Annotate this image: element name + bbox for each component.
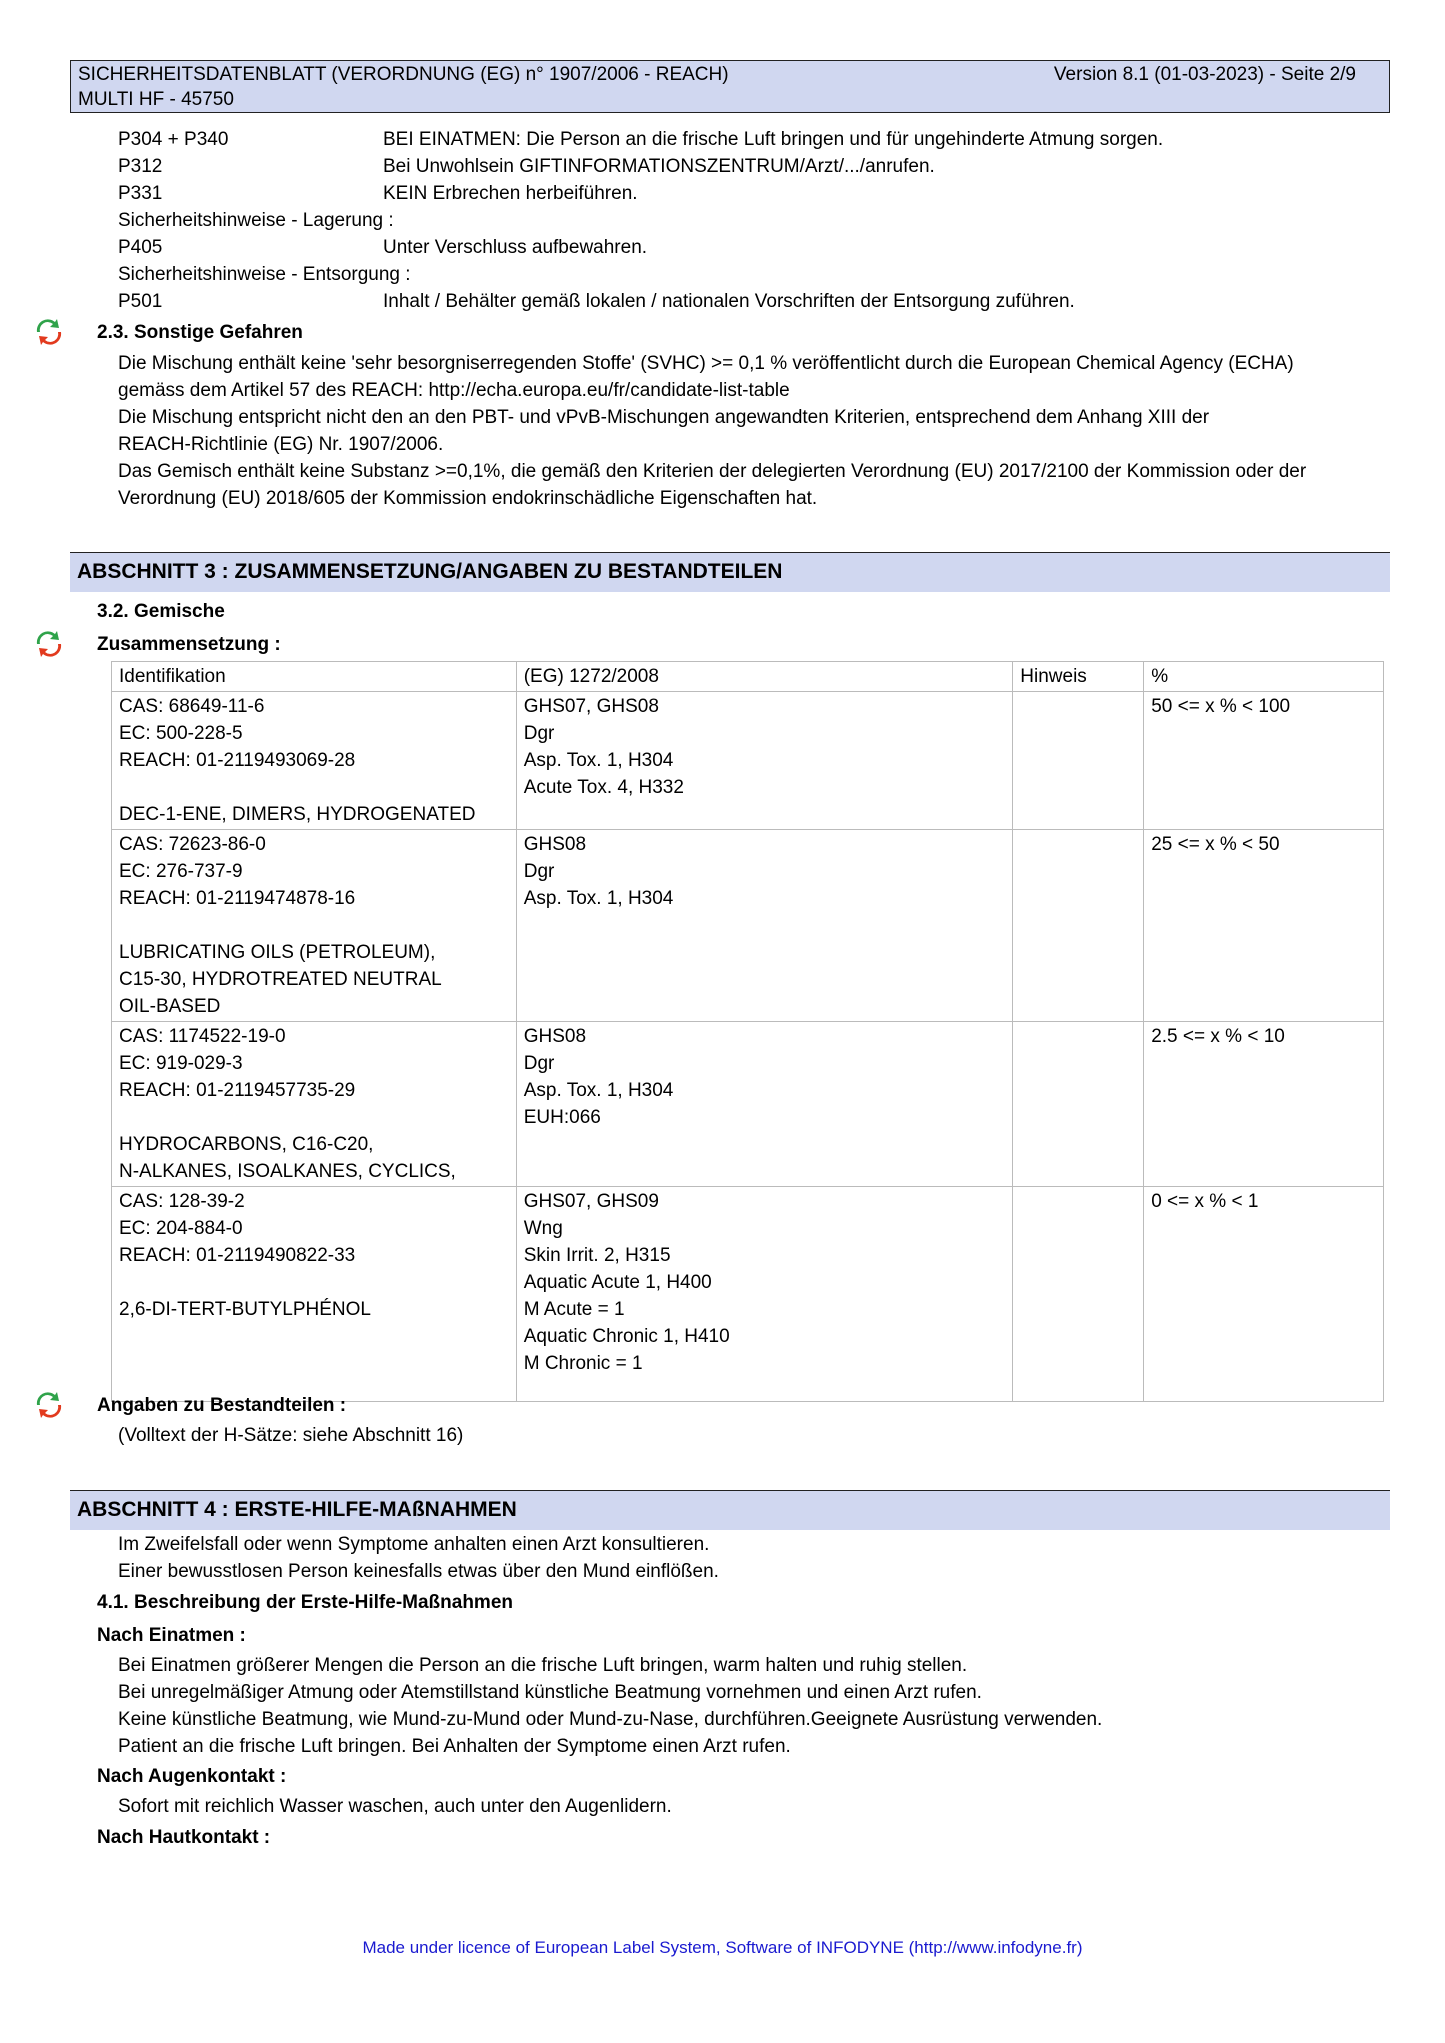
percentage-cell: 50 <= x % < 100 [1144,692,1384,830]
identification-cell-line: DEC-1-ENE, DIMERS, HYDROGENATED [119,804,476,825]
identification-cell [112,1187,517,1402]
other-hazards-line: Verordnung (EU) 2018/605 der Kommission endokrinschädliche Eigenschaften hat. [118,488,818,509]
ingredients-text: (Volltext der H-Sätze: siehe Abschnitt 16) [118,1425,464,1446]
identification-cell-line: REACH: 01-2119490822-33 [119,1245,356,1266]
inhalation-line: Keine künstliche Beatmung, wie Mund-zu-Mund oder Mund-zu-Nase, durchführen.Geeignete Ausrüstung verwenden. [118,1709,1103,1730]
classification-cell [516,1187,1013,1402]
classification-cell [516,692,1013,830]
identification-cell-line: REACH: 01-2119457735-29 [119,1080,356,1101]
classification-cell [516,1022,1013,1187]
percentage-cell: 2.5 <= x % < 10 [1144,1022,1384,1187]
document-header [70,60,1390,113]
skin-contact-label: Nach Hautkontakt : [97,1827,271,1848]
identification-cell-line: REACH: 01-2119493069-28 [119,750,356,771]
other-hazards-line: REACH-Richtlinie (EG) Nr. 1907/2006. [118,434,444,455]
document-title: SICHERHEITSDATENBLATT (VERORDNUNG (EG) n° 1907/2006 - REACH) [78,64,729,85]
identification-cell-line: HYDROCARBONS, C16-C20, [119,1134,374,1155]
storage-heading: Sicherheitshinweise - Lagerung : [118,210,394,231]
identification-cell-line: CAS: 72623-86-0 [119,834,266,855]
note-cell [1013,692,1144,830]
eye-contact-text: Sofort mit reichlich Wasser waschen, auch unter den Augenlidern. [118,1796,672,1817]
identification-cell-line: CAS: 68649-11-6 [119,696,265,717]
identification-cell [112,692,517,830]
identification-cell-line: CAS: 128-39-2 [119,1191,245,1212]
identification-cell-line: EC: 919-029-3 [119,1053,243,1074]
identification-cell-line: EC: 500-228-5 [119,723,243,744]
identification-cell-line: CAS: 1174522-19-0 [119,1026,286,1047]
revision-arrows-icon [33,628,65,660]
section-4-title: ABSCHNITT 4 : ERSTE-HILFE-MAßNAHMEN [77,1498,517,1521]
identification-cell-line: REACH: 01-2119474878-16 [119,888,356,909]
identification-cell-line: EC: 204-884-0 [119,1218,243,1239]
p501-text: Inhalt / Behälter gemäß lokalen / nationalen Vorschriften der Entsorgung zuführen. [383,291,1075,312]
version-page: Version 8.1 (01-03-2023) - Seite 2/9 [1053,64,1356,85]
identification-cell-line: C15-30, HYDROTREATED NEUTRAL [119,969,442,990]
column-header: Identifikation [112,662,517,692]
composition-table [111,661,1384,1402]
identification-cell-line: N-ALKANES, ISOALKANES, CYCLICS, [119,1161,456,1182]
classification-cell-line: Wng [523,1218,563,1239]
disposal-heading: Sicherheitshinweise - Entsorgung : [118,264,411,285]
section-3-title: ABSCHNITT 3 : ZUSAMMENSETZUNG/ANGABEN ZU BESTANDTEILEN [77,560,783,583]
eye-contact-label: Nach Augenkontakt : [97,1766,287,1787]
identification-cell-line: EC: 276-737-9 [119,861,243,882]
classification-cell-line: Asp. Tox. 1, H304 [523,888,674,909]
p501-code: P501 [118,291,163,312]
classification-cell-line: GHS07, GHS09 [523,1191,659,1212]
identification-cell [112,830,517,1022]
first-aid-subheading: 4.1. Beschreibung der Erste-Hilfe-Maßnahmen [97,1592,513,1613]
p304-code: P304 + P340 [118,129,229,150]
classification-cell-line: Dgr [523,723,555,744]
inhalation-line: Bei Einatmen größerer Mengen die Person an die frische Luft bringen, warm halten und ruhig stellen. [118,1655,968,1676]
other-hazards-line: Die Mischung entspricht nicht den an den PBT- und vPvB-Mischungen angewandten Kriterien, entsprechend dem Anhang XIII der [118,407,1210,428]
column-header: (EG) 1272/2008 [516,662,1013,692]
note-cell [1013,1187,1144,1402]
classification-cell-line: GHS07, GHS08 [523,696,659,717]
composition-label: Zusammensetzung : [97,634,281,655]
percentage-cell: 0 <= x % < 1 [1144,1187,1384,1402]
other-hazards-heading: 2.3. Sonstige Gefahren [97,322,303,343]
classification-cell-line: Aquatic Chronic 1, H410 [523,1326,730,1347]
mixtures-heading: 3.2. Gemische [97,601,225,622]
classification-cell-line: M Chronic = 1 [523,1353,643,1374]
identification-cell-line [119,774,509,801]
p405-code: P405 [118,237,163,258]
classification-cell-line: Asp. Tox. 1, H304 [523,750,674,771]
identification-cell-line: LUBRICATING OILS (PETROLEUM), [119,942,436,963]
table-row [112,1022,1384,1187]
revision-arrows-icon [33,1389,65,1421]
section-3-header [70,552,1390,592]
other-hazards-line: Die Mischung enthält keine 'sehr besorgniserregenden Stoffe' (SVHC) >= 0,1 % veröffentlicht durch die European Chemical Agency (ECHA) [118,353,1294,374]
identification-cell-line: 2,6-DI-TERT-BUTYLPHÉNOL [119,1299,371,1320]
p331-code: P331 [118,183,163,204]
p405-text: Unter Verschluss aufbewahren. [383,237,648,258]
column-header: Hinweis [1013,662,1144,692]
classification-cell-line: Asp. Tox. 1, H304 [523,1080,674,1101]
note-cell [1013,830,1144,1022]
classification-cell-line: EUH:066 [523,1107,601,1128]
identification-cell-line [119,912,509,939]
section-4-header [70,1490,1390,1530]
classification-cell-line: GHS08 [523,834,587,855]
note-cell [1013,1022,1144,1187]
table-row [112,1187,1384,1402]
table-header-row [112,662,1384,692]
identification-cell [112,1022,517,1187]
first-aid-intro: Im Zweifelsfall oder wenn Symptome anhalten einen Arzt konsultieren. [118,1534,710,1555]
classification-cell-line: Dgr [523,861,555,882]
identification-cell-line: OIL-BASED [119,996,221,1017]
identification-cell-line [119,1104,509,1131]
product-name: MULTI HF - 45750 [78,89,234,110]
other-hazards-line: Das Gemisch enthält keine Substanz >=0,1%, die gemäß den Kriterien der delegierten Verordnung (EU) 2017/2100 der Kommission oder der [118,461,1307,482]
inhalation-line: Patient an die frische Luft bringen. Bei Anhalten der Symptome einen Arzt rufen. [118,1736,791,1757]
classification-cell-line: Aquatic Acute 1, H400 [523,1272,712,1293]
classification-cell-line: Skin Irrit. 2, H315 [523,1245,671,1266]
p331-text: KEIN Erbrechen herbeiführen. [383,183,638,204]
identification-cell-line [119,1269,509,1296]
column-header: % [1144,662,1384,692]
percentage-cell: 25 <= x % < 50 [1144,830,1384,1022]
table-row [112,830,1384,1022]
other-hazards-line: gemäss dem Artikel 57 des REACH: http://echa.europa.eu/fr/candidate-list-table [118,380,790,401]
p304-text: BEI EINATMEN: Die Person an die frische Luft bringen und für ungehinderte Atmung sorgen. [383,129,1164,150]
inhalation-label: Nach Einatmen : [97,1625,246,1646]
first-aid-intro: Einer bewusstlosen Person keinesfalls etwas über den Mund einflößen. [118,1561,719,1582]
classification-cell-line: Dgr [523,1053,555,1074]
classification-cell [516,830,1013,1022]
p312-text: Bei Unwohlsein GIFTINFORMATIONSZENTRUM/Arzt/.../anrufen. [383,156,935,177]
classification-cell-line: M Acute = 1 [523,1299,625,1320]
ingredients-label: Angaben zu Bestandteilen : [97,1395,347,1416]
p312-code: P312 [118,156,163,177]
inhalation-line: Bei unregelmäßiger Atmung oder Atemstillstand künstliche Beatmung vornehmen und einen Arzt rufen. [118,1682,982,1703]
classification-cell-line: GHS08 [523,1026,587,1047]
classification-cell-line: Acute Tox. 4, H332 [523,777,684,798]
footer-licence: Made under licence of European Label System, Software of INFODYNE (http://www.infodyne.fr) [362,1938,1083,1957]
revision-arrows-icon [33,316,65,348]
table-row [112,692,1384,830]
